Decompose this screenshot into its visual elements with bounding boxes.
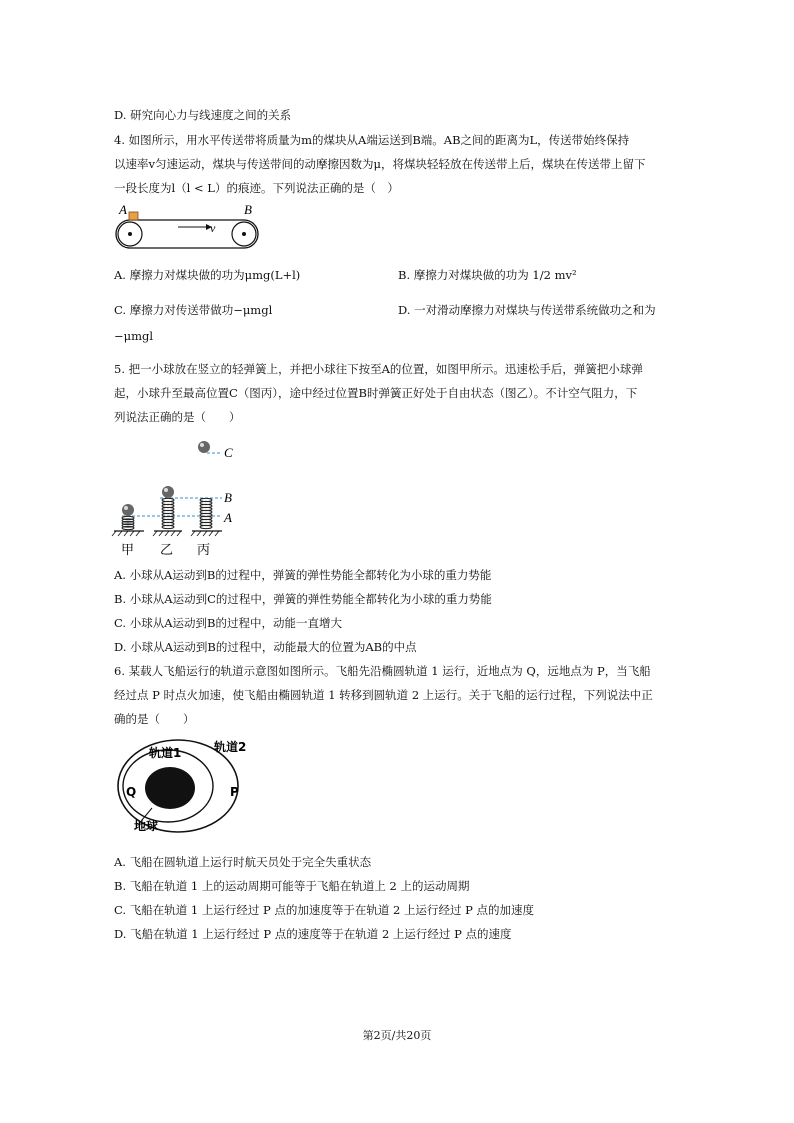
q4-option-a: A. 摩擦力对煤块做的功为μmg(L+l): [114, 268, 301, 282]
q6-option-c: C. 飞船在轨道 1 上运行经过 P 点的加速度等于在轨道 2 上运行经过 P 点的加速度: [114, 903, 535, 917]
page-footer: 第2页/共20页: [362, 1029, 432, 1042]
label-earth: 地球: [134, 819, 159, 833]
q3-option-d: D. 研究向心力与线速度之间的关系: [114, 108, 292, 122]
q4-option-c: C. 摩擦力对传送带做功−μmgl: [114, 303, 273, 317]
q5-option-d: D. 小球从A运动到B的过程中，动能最大的位置为AB的中点: [114, 640, 417, 654]
q4-option-d: D. 一对滑动摩擦力对煤块与传送带系统做功之和为: [398, 303, 656, 317]
q5-stem-line3: 列说法正确的是（ ）: [114, 410, 241, 424]
conveyor-belt-figure: [110, 202, 270, 252]
q4-option-d-cont: −μmgl: [114, 329, 154, 343]
label-a: A: [119, 202, 127, 217]
q6-option-d: D. 飞船在轨道 1 上运行经过 P 点的速度等于在轨道 2 上运行经过 P 点的速度: [114, 927, 512, 941]
spring-ball-figure: [110, 436, 250, 560]
caption-yi: 乙: [160, 543, 174, 558]
q4-stem-line1: 4. 如图所示，用水平传送带将质量为m的煤块从A端运送到B端。AB之间的距离为L，传送带始终保持: [114, 133, 630, 147]
label-orbit-1: 轨道1: [149, 746, 182, 760]
coal-block: [129, 212, 138, 220]
ball-yi: [162, 486, 174, 498]
q4-option-b: B. 摩擦力对煤块做的功为 1/2 mv²: [398, 268, 577, 282]
q5-stem-line2: 起，小球升至最高位置C（图丙），途中经过位置B时弹簧正好处于自由状态（图乙）。不计空气阻力，下: [114, 386, 638, 400]
q6-stem-line3: 确的是（ ）: [114, 712, 195, 726]
label-b: B: [224, 490, 232, 505]
label-a: A: [224, 510, 232, 525]
label-q: Q: [126, 785, 137, 799]
q6-option-a: A. 飞船在圆轨道上运行时航天员处于完全失重状态: [114, 855, 372, 869]
q5-stem-line1: 5. 把一小球放在竖立的轻弹簧上，并把小球往下按至A的位置，如图甲所示。迅速松手后，弹簧把小球弹: [114, 362, 643, 376]
q5-option-b: B. 小球从A运动到C的过程中，弹簧的弹性势能全都转化为小球的重力势能: [114, 592, 492, 606]
q6-stem-line1: 6. 某载人飞船运行的轨道示意图如图所示。飞船先沿椭圆轨道 1 运行，近地点为 Q，远地点为 P，当飞船: [114, 664, 651, 678]
label-orbit-2: 轨道2: [214, 740, 247, 754]
label-b: B: [244, 202, 252, 217]
q4-stem-line3: 一段长度为l（l < L）的痕迹。下列说法正确的是（ ）: [114, 181, 399, 195]
caption-jia: 甲: [121, 543, 135, 558]
caption-bing: 丙: [197, 543, 211, 558]
orbit-figure: [112, 734, 262, 836]
label-p: P: [230, 785, 239, 799]
q6-option-b: B. 飞船在轨道 1 上的运动周期可能等于飞船在轨道上 2 上的运动周期: [114, 879, 470, 893]
ball-jia: [122, 504, 134, 516]
ball-bing: [198, 441, 210, 453]
label-v: v: [210, 221, 216, 235]
earth-disk: [145, 767, 195, 809]
q6-stem-line2: 经过点 P 时点火加速，使飞船由椭圆轨道 1 转移到圆轨道 2 上运行。关于飞船的运行过程，下列说法中正: [114, 688, 653, 702]
q5-option-a: A. 小球从A运动到B的过程中，弹簧的弹性势能全都转化为小球的重力势能: [114, 568, 492, 582]
q4-stem-line2: 以速率v匀速运动，煤块与传送带间的动摩擦因数为μ，将煤块轻轻放在传送带上后，煤块在传送带上留下: [114, 157, 646, 171]
label-c: C: [224, 445, 233, 460]
q5-option-c: C. 小球从A运动到B的过程中，动能一直增大: [114, 616, 342, 630]
